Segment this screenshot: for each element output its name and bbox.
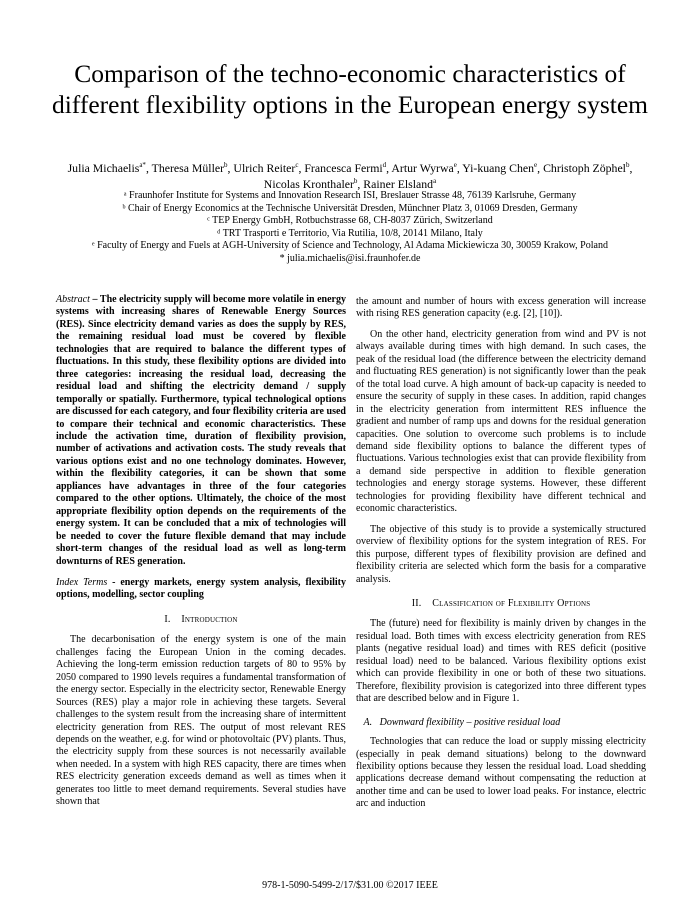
author: Artur Wyrwa$^e$: [391, 161, 457, 175]
abstract-label: Abstract: [56, 294, 90, 305]
left-column: [56, 294, 346, 809]
copyright-footer: 978-1-5090-5499-2/17/$31.00 ©2017 IEEE: [262, 880, 438, 891]
author-list: Julia Michaelis$^{a*}$, Theresa Müller$^b$, Ulrich Reiter$^c$, Francesca Fermi$^d$, Artur Wyrwa$^e$, Yi-kuang Chen$^e$, Christoph Zöphel$^b$, Nicolas Kronthaler$^b$, Rainer Elsland$^a$: [67, 161, 633, 191]
abstract: [56, 294, 346, 568]
index-terms: [56, 577, 346, 602]
affiliation: ᶜ TEP Energy GmbH, Rotbuchstrasse 68, CH-8037 Zürich, Switzerland: [207, 215, 493, 227]
paper-title: Comparison of the techno-economic characteristics of different flexibility options in the European energy system: [51, 59, 649, 119]
corresponding-email: * julia.michaelis@isi.fraunhofer.de: [279, 252, 421, 264]
author: Christoph Zöphel$^b$: [543, 161, 630, 175]
abstract-text: – The electricity supply will become more volatile in energy systems with increasing shares of Renewable Energy Sources (RES). Since electricity demand varies as does the supply by RES, the remaining residual load must be covered by flexible technologies that are required to balance the different types of fluctuations. In this study, these flexibility options are divided into three categories: increasing the residual load, decreasing the residual load and shifting the electricity demand / supply temporally or spatially. Furthermore, typical technological options are discussed for each category, and four flexibility criteria are used to compare their technical and economic characteristics. These include the activation time, duration of flexibility provision, number of activations and activation costs. The study reveals that various options exist and no one technology dominates. However, within the flexibility categories, it can be shown that some appliances have advantages in three of the four categories compared to the other options. Ultimately, the choice of the most appropriate flexibility option depends on the requirements of the energy system. It can be concluded that a mix of technologies will be needed to cover the future flexible demand that may include short-term changes of the residual load as well as long-term downturns of RES generation.: [56, 294, 346, 567]
affiliation: ᵃ Fraunhofer Institute for Systems and Innovation Research ISI, Breslauer Strasse 48, 76139 Karlsruhe, Germany: [123, 190, 577, 201]
affiliation: ᵇ Chair of Energy Economics at the Technische Universität Dresden, Münchner Platz 3, 01069 Dresden, Germany: [122, 202, 578, 214]
affiliation: ᵉ Faculty of Energy and Fuels at AGH-University of Science and Technology, Al Adama Mickiewicza 30, 30059 Krakow, Poland: [92, 240, 608, 252]
author: Yi-kuang Chen$^e$: [462, 161, 538, 175]
subsection-heading-a: A. Downward flexibility – positive residual load: [363, 716, 561, 728]
index-terms-label: Index Terms: [56, 576, 108, 588]
affiliation: ᵈ TRT Trasporti e Territorio, Via Rutilia, 10/8, 20141 Milano, Italy: [217, 227, 483, 239]
author: Rainer Elsland$^a$: [363, 177, 437, 191]
introduction-paragraph-3: The objective of this study is to provide a systemically structured overview of flexibility options for the system integration of RES. For this purpose, different types of flexibility provision are defined and flexibility criteria are selected which form the basis for a comparative analysis.: [356, 523, 646, 585]
author: Nicolas Kronthaler$^b$: [263, 177, 358, 191]
right-column: [356, 296, 646, 811]
introduction-paragraph-2: On the other hand, electricity generation from wind and PV is not always available during times with high demand. In such cases, the peak of the residual load (the difference between the electricity demand and fluctuating RES generation) is not significantly lower than the peak of the total load curve. A high amount of back-up capacity is needed to ensure the security of supply in these cases. In addition, rapid changes in the electricity generation from intermittent RES influence the gradient and number of ramp ups and downs for the residual generation capacities. One solution to overcome such problems is to include demand side flexibility options to balance the different types of fluctuations. Various technologies exist that can provide flexibility from a demand side perspective in addition to flexible generation technologies and energy storage systems. However, these different technologies for providing flexibility have different technical and economic characteristics.: [356, 328, 646, 515]
section-heading-introduction: I. Introduction: [164, 613, 238, 625]
affiliations: [40, 190, 660, 266]
author: Francesca Fermi$^d$: [304, 161, 387, 175]
subsection-a-paragraph: Technologies that can reduce the load or supply missing electricity (especially in peak demand situations) belong to the downward flexibility options because they lessen the residual load. Load shedding applications decrease demand without compensating the reduction at another time and can be used to lower load peaks. For instance, electric arc and induction: [356, 736, 646, 810]
author: Julia Michaelis$^{a*}$: [67, 161, 146, 175]
author: Ulrich Reiter$^c$: [233, 161, 299, 175]
introduction-paragraph: The decarbonisation of the energy system is one of the main challenges facing the European Union in the coming decades. Achieving the long-term emission reduction targets of 80 to 95% by 2050 compared to 1990 levels requires a fundamental transformation of the energy sector. Especially in the electricity sector, Renewable Energy Sources (RES) play a major role in achieving these targets. Several challenges to the system result from the increasing share of intermittent electricity generation from RES. The output of most relevant RES depends on the weather, e.g. for wind or photovoltaic (PV) plants. Thus, the electricity supply from these sources is not necessarily available when needed. In a system with high RES capacity, there are times when RES electricity generation exceeds demand as well as times when it generates too little to meet demand requirements. Several studies have shown that: [56, 634, 346, 808]
author: Theresa Müller$^b$: [151, 161, 228, 175]
classification-paragraph: The (future) need for flexibility is mainly driven by changes in the residual load. Both times with excess electricity generation from RES plants (negative residual load) and times with RES deficit (positive residual load) need to be balanced. Various flexibility options exist which can provide flexibility in one or both of these two situations. Therefore, flexibility provision is categorized into three different types that are described below and in Figure 1.: [356, 618, 646, 705]
section-heading-classification: II. Classification of Flexibility Options: [411, 597, 591, 609]
index-terms-text: - energy markets, energy system analysis, flexibility options, modelling, sector coupling: [56, 576, 346, 601]
introduction-continuation: the amount and number of hours with excess generation will increase with rising RES generation capacity (e.g. [2], [10]).: [356, 296, 646, 320]
